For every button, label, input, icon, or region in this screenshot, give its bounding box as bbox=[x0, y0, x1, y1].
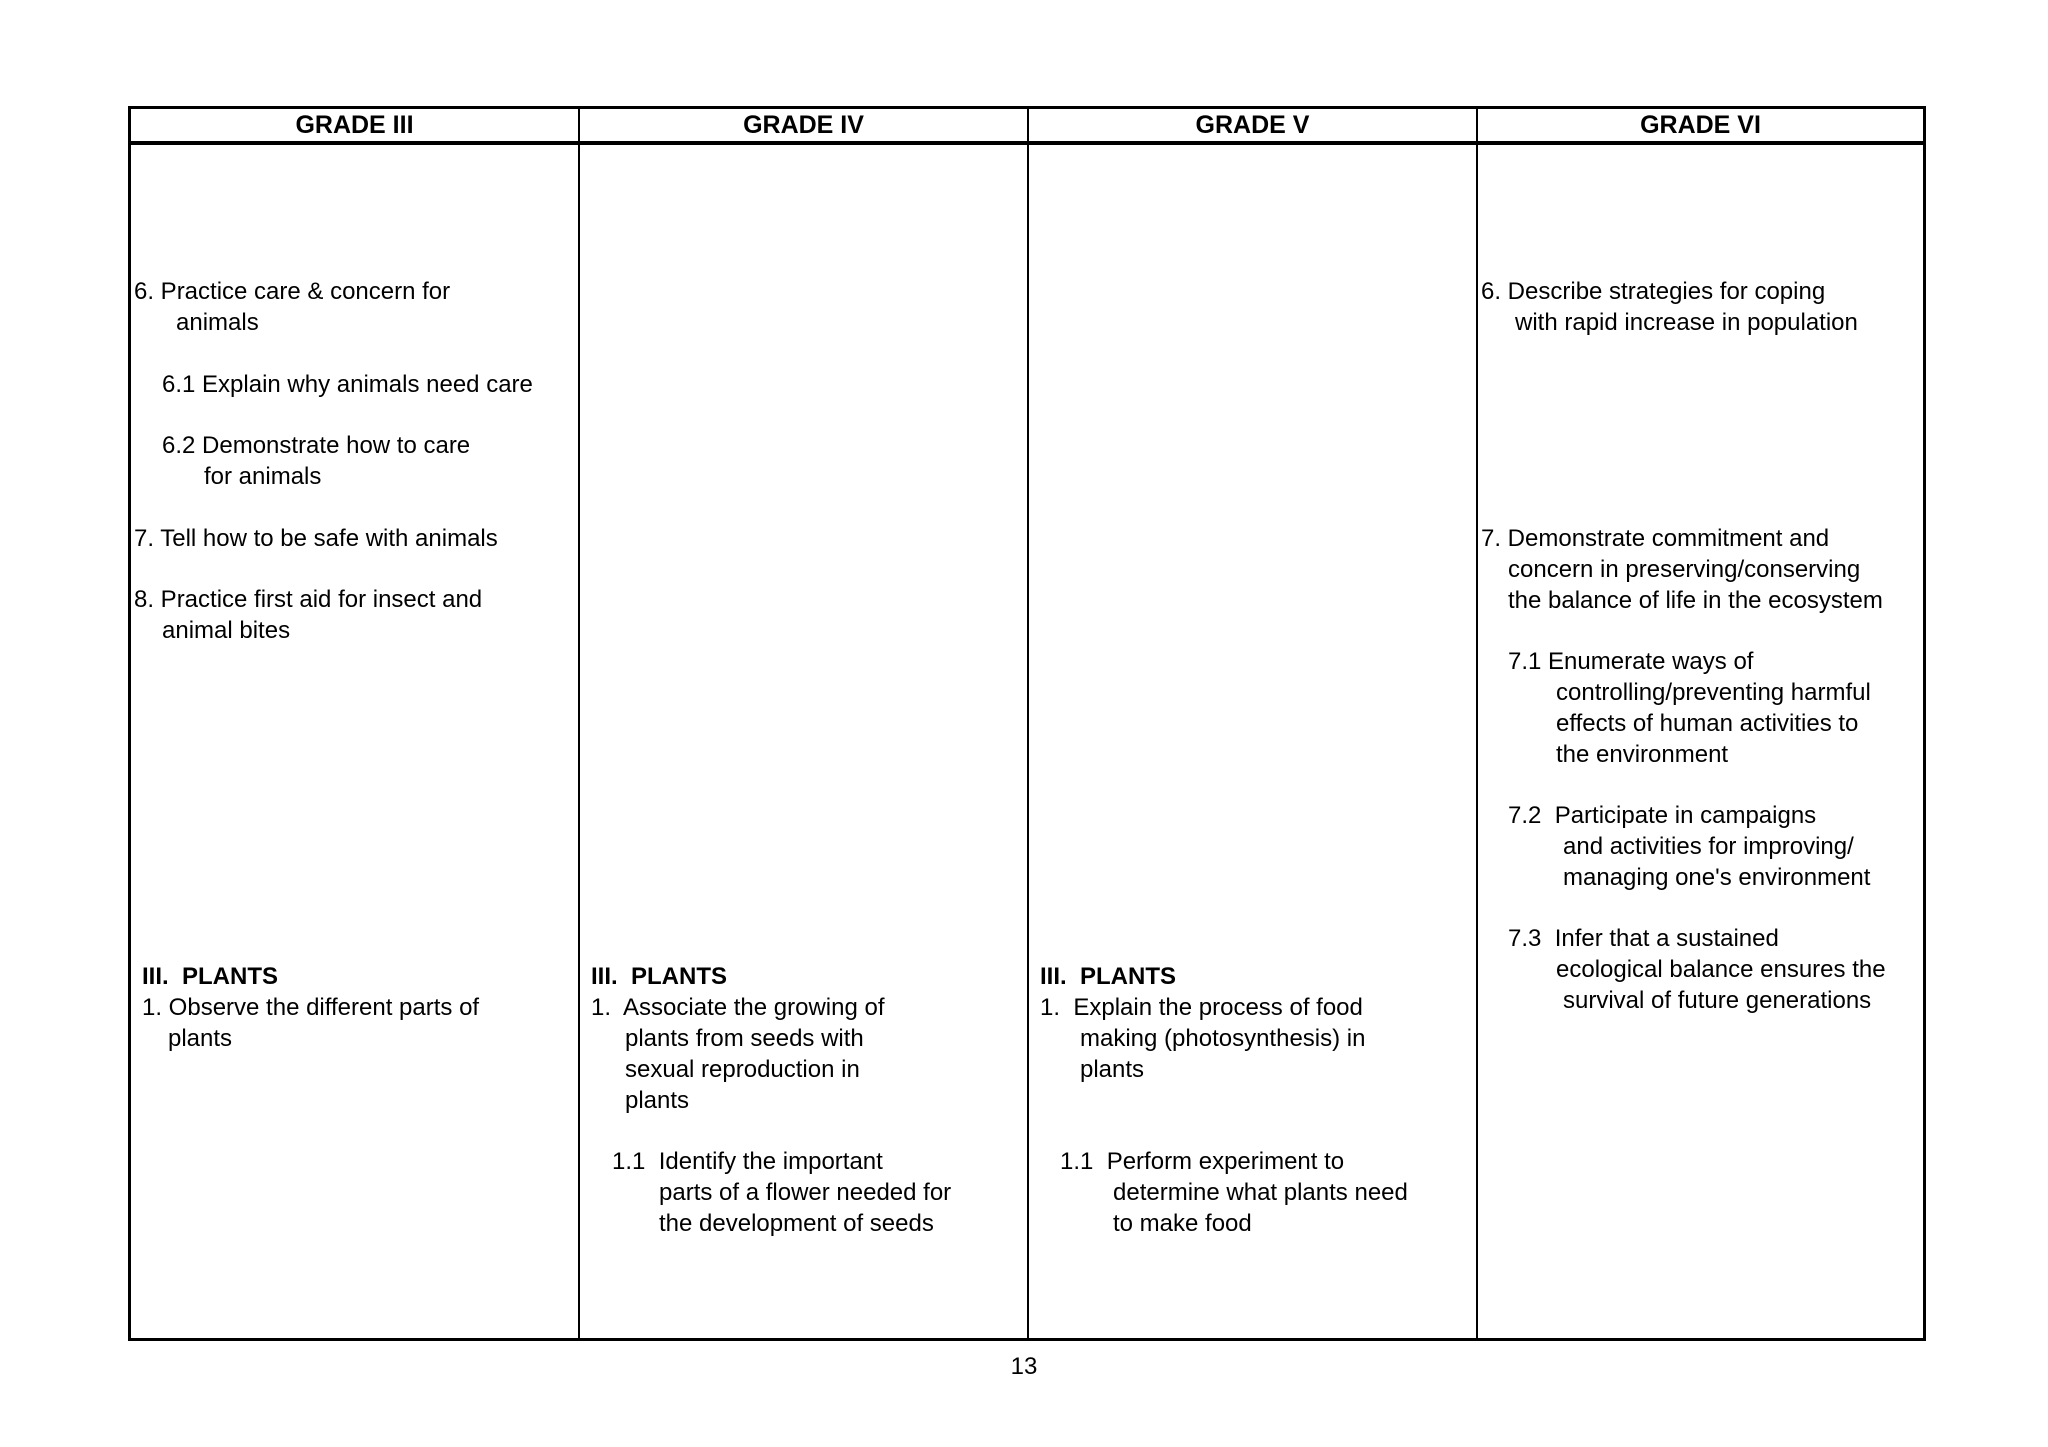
list-item: 6. Practice care & concern for bbox=[134, 278, 451, 305]
list-item: plants from seeds with bbox=[625, 1025, 864, 1052]
list-item: animal bites bbox=[162, 617, 291, 644]
list-item: 7.3 Infer that a sustained bbox=[1508, 925, 1779, 952]
list-item: to make food bbox=[1113, 1210, 1252, 1237]
list-item: and activities for improving/ bbox=[1563, 833, 1854, 860]
list-item: the environment bbox=[1556, 741, 1729, 768]
list-item: 6.2 Demonstrate how to care bbox=[162, 432, 471, 459]
list-item: for animals bbox=[204, 463, 322, 490]
list-item: the balance of life in the ecosystem bbox=[1508, 587, 1883, 614]
section-heading: III. PLANTS bbox=[591, 963, 728, 990]
header-grade-4: GRADE IV bbox=[743, 111, 864, 139]
list-item: with rapid increase in population bbox=[1515, 309, 1858, 336]
list-item: 1. Explain the process of food bbox=[1040, 994, 1363, 1021]
list-item: survival of future generations bbox=[1563, 987, 1872, 1014]
section-heading: III. PLANTS bbox=[1040, 963, 1177, 990]
list-item: 1. Associate the growing of bbox=[591, 994, 885, 1021]
list-item: 7. Tell how to be safe with animals bbox=[134, 525, 498, 552]
list-item: controlling/preventing harmful bbox=[1556, 679, 1871, 706]
header-grade-3: GRADE III bbox=[295, 111, 414, 139]
list-item: concern in preserving/conserving bbox=[1508, 556, 1861, 583]
list-item: making (photosynthesis) in bbox=[1080, 1025, 1366, 1052]
list-item: 1. Observe the different parts of bbox=[142, 994, 480, 1021]
list-item: ecological balance ensures the bbox=[1556, 956, 1886, 983]
list-item: animals bbox=[176, 309, 259, 336]
list-item: 6. Describe strategies for coping bbox=[1481, 278, 1826, 305]
list-item: plants bbox=[168, 1025, 233, 1052]
list-item: parts of a flower needed for bbox=[659, 1179, 952, 1206]
list-item: determine what plants need bbox=[1113, 1179, 1408, 1206]
header-grade-6: GRADE VI bbox=[1640, 111, 1761, 139]
list-item: the development of seeds bbox=[659, 1210, 934, 1237]
list-item: managing one's environment bbox=[1563, 864, 1871, 891]
column-grade-3 bbox=[131, 145, 578, 1338]
list-item: plants bbox=[1080, 1056, 1145, 1083]
list-item: 7. Demonstrate commitment and bbox=[1481, 525, 1830, 552]
column-grade-5 bbox=[1029, 145, 1476, 1338]
list-item: 7.1 Enumerate ways of bbox=[1508, 648, 1754, 675]
list-item: 8. Practice first aid for insect and bbox=[134, 586, 483, 613]
section-heading: III. PLANTS bbox=[142, 963, 279, 990]
list-item: effects of human activities to bbox=[1556, 710, 1859, 737]
column-grade-4 bbox=[580, 145, 1027, 1338]
curriculum-table bbox=[128, 106, 1926, 1341]
list-item: 6.1 Explain why animals need care bbox=[162, 371, 533, 398]
list-item: 1.1 Perform experiment to bbox=[1060, 1148, 1345, 1175]
header-grade-5: GRADE V bbox=[1195, 111, 1310, 139]
list-item: 7.2 Participate in campaigns bbox=[1508, 802, 1817, 829]
list-item: plants bbox=[625, 1087, 690, 1114]
list-item: 1.1 Identify the important bbox=[612, 1148, 883, 1175]
column-grade-6 bbox=[1478, 145, 1923, 1338]
page-number: 13 bbox=[1010, 1353, 1038, 1380]
list-item: sexual reproduction in bbox=[625, 1056, 860, 1083]
